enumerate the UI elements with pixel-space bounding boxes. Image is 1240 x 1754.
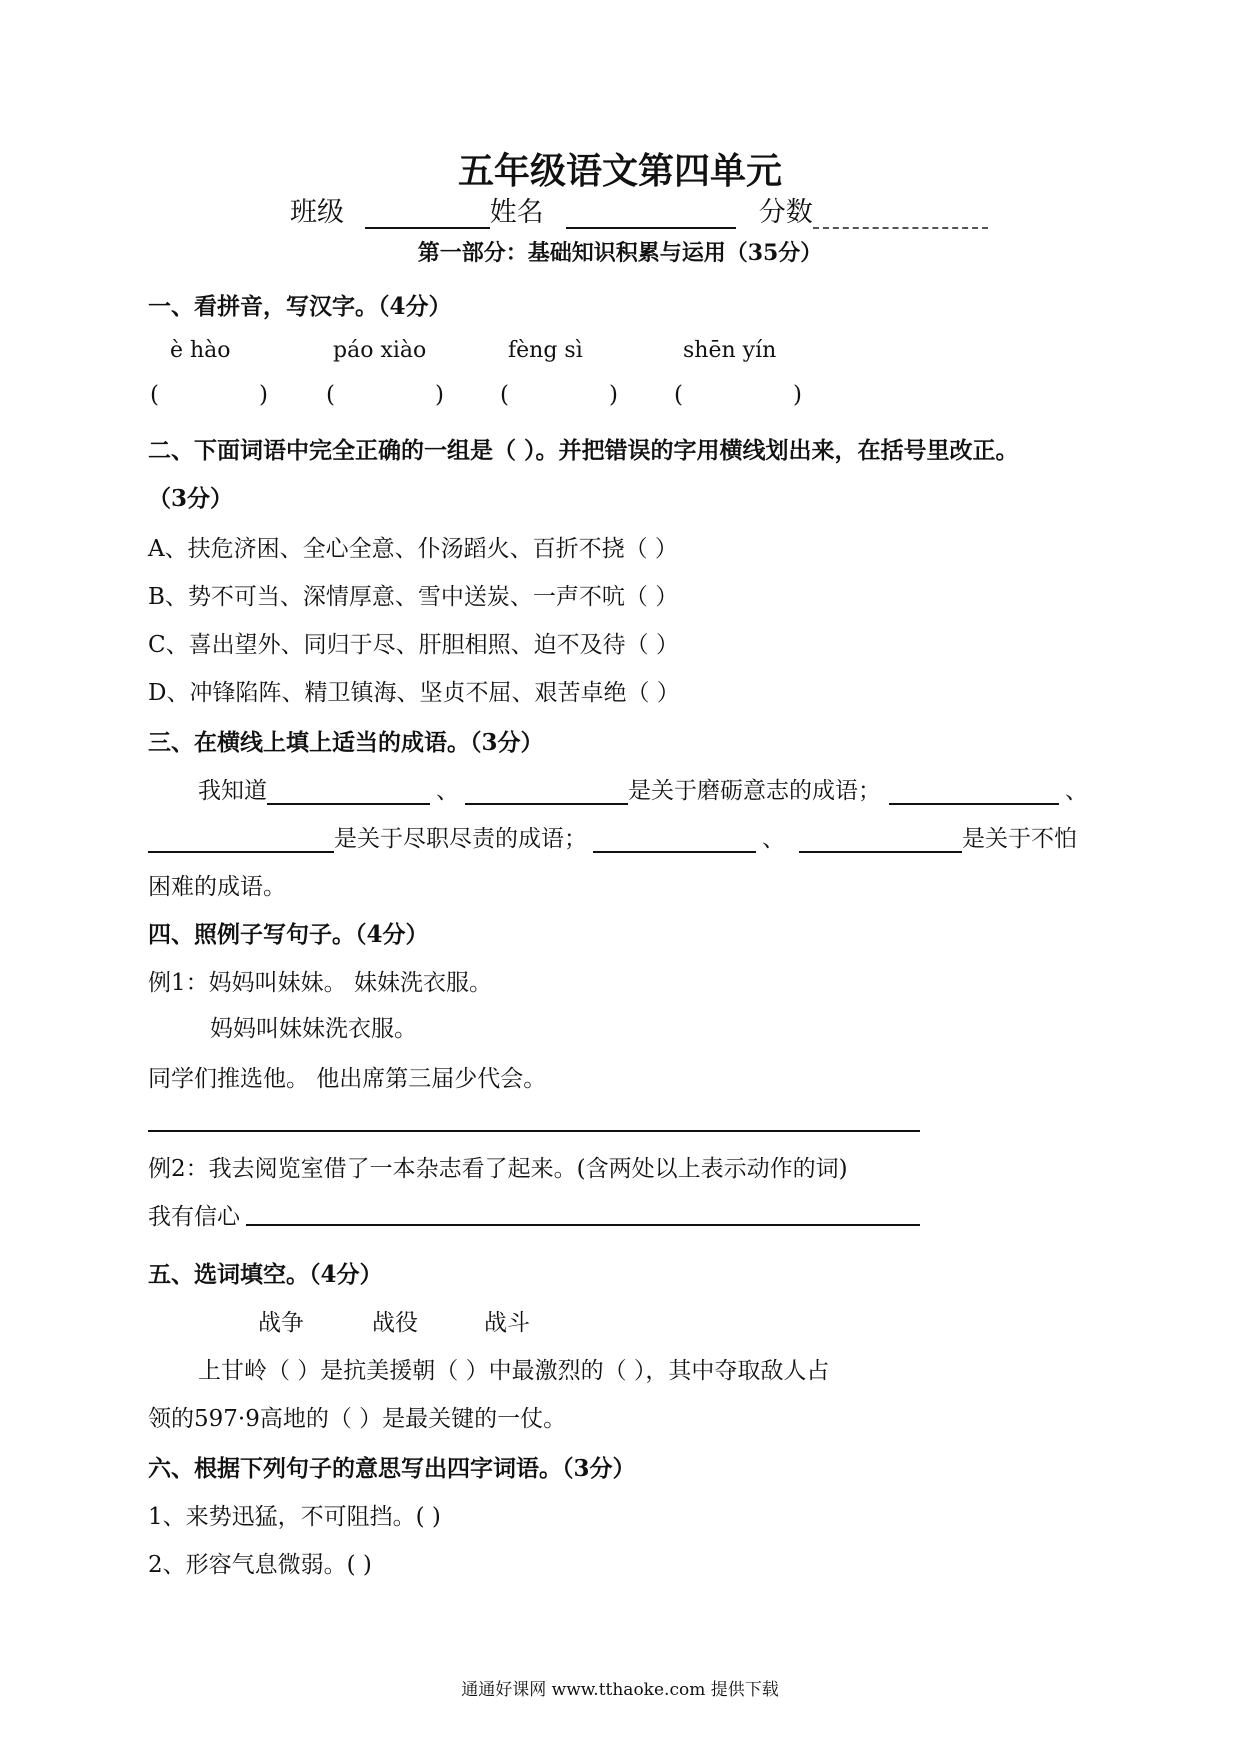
q4-example-1: 例1：妈妈叫妹妹。 妹妹洗衣服。: [148, 970, 492, 996]
name-label: 姓名: [489, 197, 544, 228]
q3-text-intro: 我知道: [198, 778, 267, 804]
q5-line-1: 上甘岭（ ）是抗美援朝（ ）中最激烈的（ ），其中夺取敌人占: [198, 1358, 830, 1384]
q1-answer-box-4[interactable]: ( ): [674, 382, 802, 408]
student-info-row: [290, 190, 988, 229]
q3-heading: 三、在横线上填上适当的成语。（3分）: [148, 729, 544, 756]
q3-sep-1: 、: [436, 778, 459, 804]
q2-heading: 二、下面词语中完全正确的一组是（ ）。并把错误的字用横线划出来，在括号里改正。: [148, 437, 1019, 464]
q4-example-2: 例2：我去阅览室借了一本杂志看了起来。(含两处以上表示动作的词): [148, 1156, 848, 1182]
q1-heading: 一、看拼音，写汉字。（4分）: [148, 293, 452, 320]
name-field[interactable]: [566, 201, 736, 229]
q4-task-1-answer-line[interactable]: [148, 1130, 920, 1132]
q4-task-2-answer-line[interactable]: [246, 1224, 920, 1226]
q5-heading: 五、选词填空。（4分）: [148, 1261, 383, 1288]
q3-text-end-2: 是关于不怕: [962, 826, 1077, 852]
q1-pinyin-4: shēn yín: [683, 338, 777, 363]
q3-line-2: [148, 820, 1077, 853]
q6-heading: 六、根据下列句子的意思写出四字词语。（3分）: [148, 1455, 636, 1482]
q3-blank-3[interactable]: [889, 781, 1059, 805]
q1-pinyin-3: fèng sì: [508, 338, 583, 363]
q2-option-b: B、势不可当、深情厚意、雪中送炭、一声不吭（ ）: [148, 584, 679, 610]
score-label: 分数: [758, 197, 813, 228]
q3-blank-4[interactable]: [148, 829, 334, 853]
q2-option-d: D、冲锋陷阵、精卫镇海、坚贞不屈、艰苦卓绝（ ）: [148, 680, 680, 706]
q1-answer-box-2[interactable]: ( ): [326, 382, 444, 408]
class-label: 班级: [290, 197, 344, 228]
q2-option-c: C、喜出望外、同归于尽、肝胆相照、迫不及待（ ）: [148, 632, 679, 658]
q5-line-2: 领的597·9高地的（ ）是最关键的一仗。: [148, 1406, 567, 1432]
class-field[interactable]: [365, 201, 490, 229]
q3-line-1: [198, 772, 1088, 805]
q3-blank-1[interactable]: [267, 781, 430, 805]
q3-text-mid-1: 是关于磨砺意志的成语；: [628, 778, 881, 804]
part-one-heading: 第一部分：基础知识积累与运用（35分）: [417, 240, 823, 266]
q3-blank-6[interactable]: [799, 829, 962, 853]
page-title: 五年级语文第四单元: [457, 150, 782, 192]
q4-task-1: 同学们推选他。 他出席第三届少代会。: [148, 1066, 547, 1092]
q4-example-1-result: 妈妈叫妹妹洗衣服。: [210, 1016, 417, 1042]
q3-line-3: 困难的成语。: [148, 874, 286, 900]
q2-option-a: A、扶危济困、全心全意、仆汤蹈火、百折不挠（ ）: [148, 536, 678, 562]
q5-word-3: 战斗: [484, 1310, 530, 1336]
q1-answer-box-3[interactable]: ( ): [500, 382, 618, 408]
q5-word-2: 战役: [372, 1310, 418, 1336]
q3-sep-3: 、: [762, 826, 785, 852]
q3-blank-5[interactable]: [593, 829, 756, 853]
footer-source: 通通好课网 www.tthaoke.com 提供下载: [461, 1680, 779, 1700]
score-field[interactable]: [813, 201, 988, 229]
q1-pinyin-1: è hào: [170, 338, 231, 363]
q6-item-1: 1、来势迅猛，不可阻挡。( ): [148, 1504, 441, 1530]
q6-item-2: 2、形容气息微弱。( ): [148, 1552, 372, 1578]
q5-word-1: 战争: [258, 1310, 304, 1336]
q1-pinyin-2: páo xiào: [333, 338, 427, 363]
q1-answer-box-1[interactable]: ( ): [150, 382, 268, 408]
q3-sep-2: 、: [1065, 778, 1088, 804]
q4-heading: 四、照例子写句子。（4分）: [148, 921, 429, 948]
q3-blank-2[interactable]: [465, 781, 628, 805]
q2-heading-points: （3分）: [148, 485, 234, 512]
q4-task-2: 我有信心: [148, 1204, 240, 1230]
q3-text-mid-2: 是关于尽职尽责的成语；: [334, 826, 587, 852]
